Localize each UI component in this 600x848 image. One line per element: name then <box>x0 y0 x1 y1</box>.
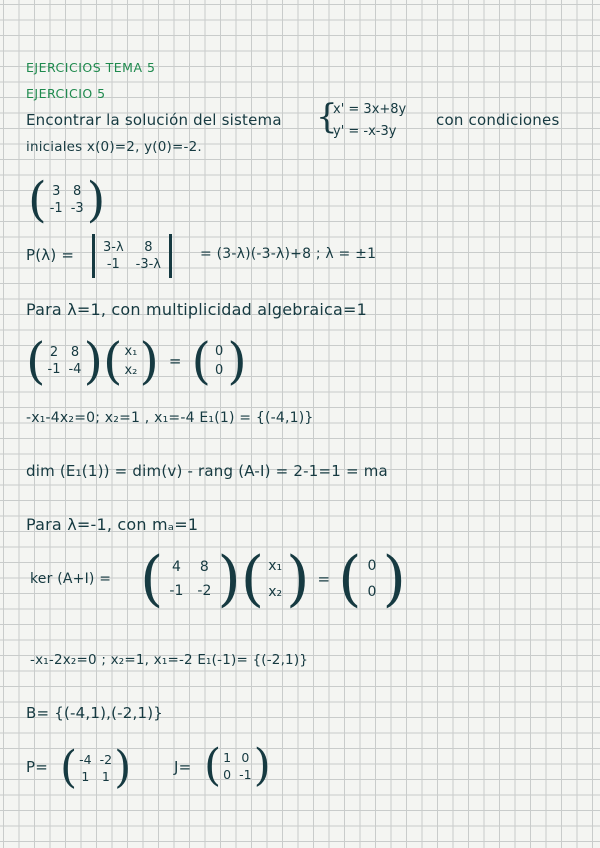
vector-cell: x₁ <box>124 344 138 359</box>
left-paren: ( <box>191 332 211 390</box>
vector-cell: 0 <box>367 558 377 574</box>
basis: B= {(-4,1),(-2,1)} <box>26 704 164 722</box>
left-paren: ( <box>26 332 46 390</box>
matrix-cell: -1 <box>47 362 61 377</box>
right-paren: ) <box>114 742 132 793</box>
right-paren: ) <box>217 544 241 614</box>
matrix-cell: -1 <box>49 201 63 216</box>
vector-cell: 0 <box>367 584 377 600</box>
determinant <box>92 234 172 278</box>
matrix-cell: -3-λ <box>135 257 162 272</box>
matrix-a <box>28 172 106 228</box>
right-paren: ) <box>253 740 271 791</box>
left-paren: ( <box>204 740 222 791</box>
vector-cell: x₂ <box>268 584 283 600</box>
charpoly-expansion: = (3-λ)(-3-λ)+8 ; λ = ±1 <box>200 246 377 262</box>
p-label: P= <box>26 758 49 776</box>
system-equation-2: y' = -x-3y <box>333 124 397 139</box>
system-equation-1: x' = 3x+8y <box>333 102 407 117</box>
case2-heading: Para λ=-1, con mₐ=1 <box>26 515 199 534</box>
matrix-cell: -2 <box>99 752 113 767</box>
left-paren: ( <box>240 544 265 614</box>
initial-conditions: iniciales x(0)=2, y(0)=-2. <box>26 139 202 155</box>
matrix-cell: -4 <box>68 362 82 377</box>
matrix-cell: 8 <box>199 559 209 575</box>
statement-text-2: con condiciones <box>436 111 560 129</box>
matrix-cell: 0 <box>241 750 250 765</box>
matrix-cell: 1 <box>81 769 90 784</box>
equals-sign: = <box>168 352 182 370</box>
matrix-cell: 8 <box>70 345 80 360</box>
matrix-cell: 4 <box>171 559 181 575</box>
matrix-cell: 1 <box>101 769 110 784</box>
matrix-cell: 2 <box>49 345 59 360</box>
right-paren: ) <box>382 544 406 614</box>
matrix-cell: -1 <box>239 767 252 782</box>
j-label: J= <box>174 758 192 776</box>
matrix-cell: 3-λ <box>103 240 124 255</box>
case1-solution: -x₁-4x₂=0; x₂=1 , x₁=-4 E₁(1) = {(-4,1)} <box>26 410 314 426</box>
vector-cell: x₂ <box>124 363 138 378</box>
matrix-cell: -2 <box>197 583 212 599</box>
matrix-j <box>204 740 271 791</box>
vector-cell: 0 <box>215 344 224 359</box>
case1-heading: Para λ=1, con multiplicidad algebraica=1 <box>26 300 368 319</box>
matrix-cell: 8 <box>73 184 82 199</box>
vector-cell: x₁ <box>268 558 283 574</box>
right-paren: ) <box>139 332 159 390</box>
right-paren: ) <box>83 332 103 390</box>
matrix-cell: 1 <box>223 750 232 765</box>
right-paren: ) <box>86 172 106 228</box>
left-paren: ( <box>140 544 164 614</box>
left-paren: ( <box>102 332 123 390</box>
matrix-p <box>60 742 132 793</box>
case2-solution: -x₁-2x₂=0 ; x₂=1, x₁=-2 E₁(-1)= {(-2,1)} <box>30 652 309 668</box>
matrix-cell: 3 <box>52 184 61 199</box>
charpoly-label: P(λ) = <box>26 246 75 264</box>
det-bar-right <box>169 234 172 278</box>
matrix-cell: -1 <box>169 583 184 599</box>
right-paren: ) <box>227 332 247 390</box>
matrix-cell: 8 <box>144 240 153 255</box>
left-paren: ( <box>338 544 362 614</box>
worksheet-title: EJERCICIOS TEMA 5 <box>26 60 156 75</box>
left-paren: ( <box>60 742 78 793</box>
kernel-label: ker (A+I) = <box>30 571 112 587</box>
vector-cell: 0 <box>215 363 224 378</box>
right-paren: ) <box>286 544 310 614</box>
matrix-cell: -3 <box>70 201 84 216</box>
matrix-cell: -1 <box>106 257 120 272</box>
matrix-cell: 0 <box>223 767 232 782</box>
matrix-cell: -4 <box>79 752 92 767</box>
exercise-label: EJERCICIO 5 <box>26 86 106 101</box>
case2-matrix <box>140 544 406 614</box>
statement-text-1: Encontrar la solución del sistema <box>26 111 282 129</box>
equals-sign: = <box>317 570 331 588</box>
system-brace: { <box>316 97 338 137</box>
case1-dimension: dim (E₁(1)) = dim(v) - rang (A-I) = 2-1=1 = ma <box>26 462 388 480</box>
det-bar-left <box>92 234 95 278</box>
left-paren: ( <box>28 172 47 228</box>
case1-matrix <box>26 332 247 390</box>
